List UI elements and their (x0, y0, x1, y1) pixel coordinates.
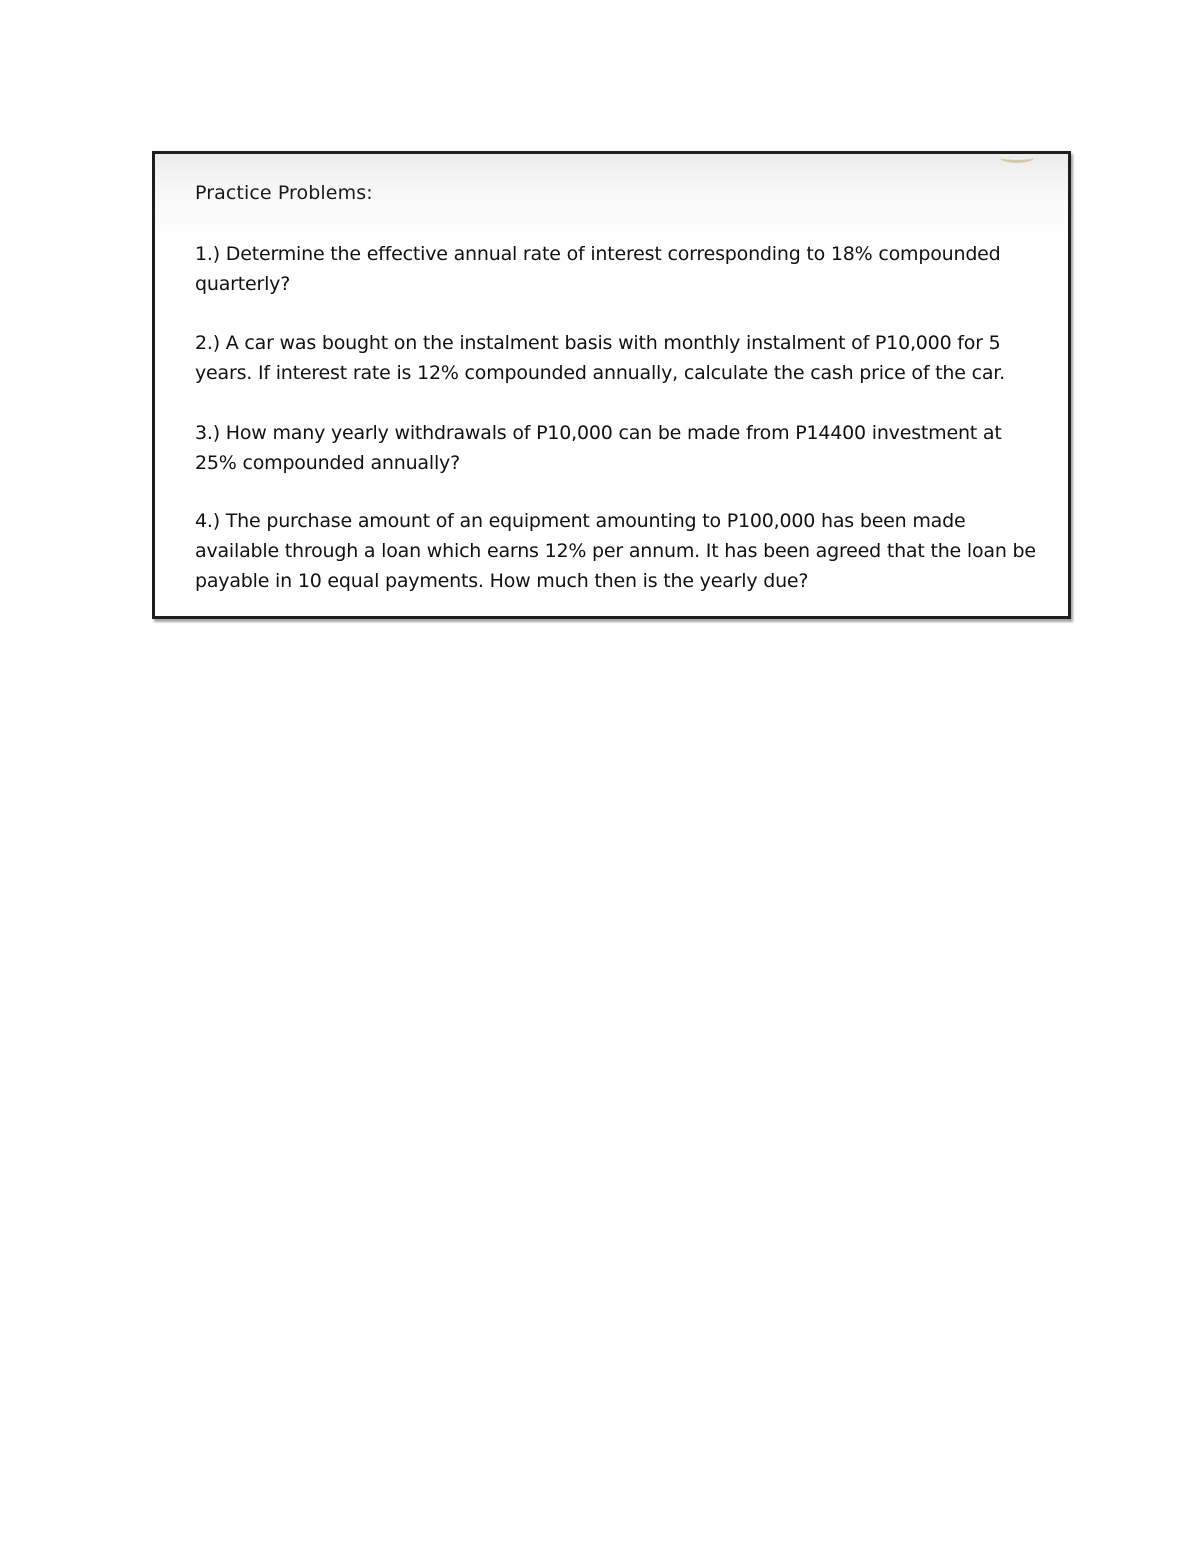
card-title: Practice Problems: (195, 182, 373, 204)
problem-1: 1.) Determine the effective annual rate of interest corresponding to 18% compounded quarterly? (195, 243, 1001, 295)
practice-problems-card (152, 151, 1071, 619)
corner-mark-decoration (1000, 152, 1034, 163)
problem-3: 3.) How many yearly withdrawals of P10,000 can be made from P14400 investment at 25% compounded annually? (195, 422, 1002, 474)
problem-2: 2.) A car was bought on the instalment basis with monthly instalment of P10,000 for 5 years. If interest rate is 12% compounded annually, calculate the cash price of the car. (195, 332, 1005, 384)
problem-4: 4.) The purchase amount of an equipment amounting to P100,000 has been made available through a loan which earns 12% per annum. It has been agreed that the loan be payable in 10 equal payments. How much then is the yearly due? (195, 510, 1036, 592)
